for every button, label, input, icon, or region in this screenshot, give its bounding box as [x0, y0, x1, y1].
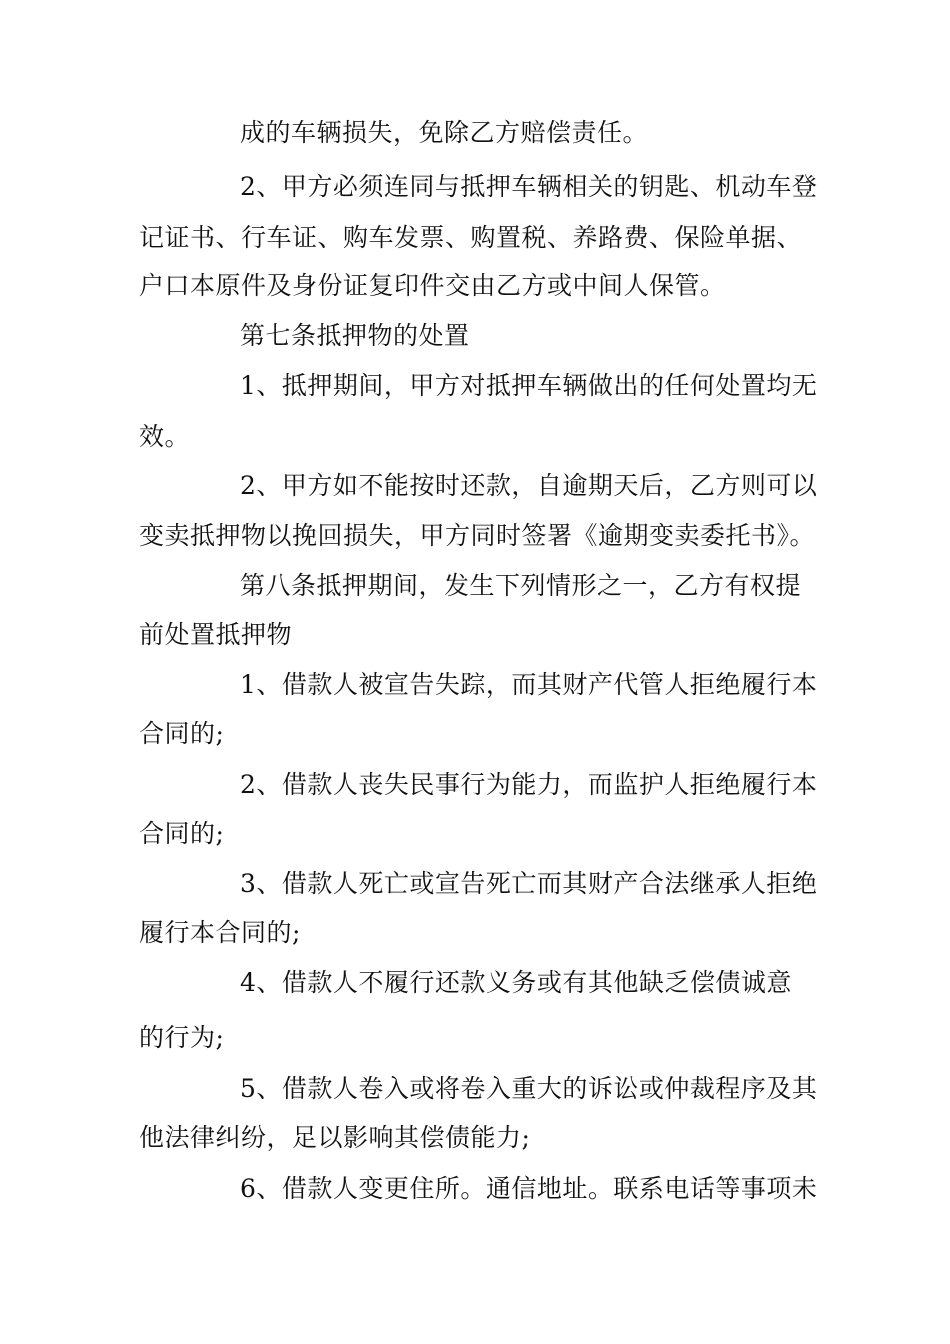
- text-line: 6、借款人变更住所。通信地址。联系电话等事项未: [240, 1174, 818, 1203]
- section-heading: 第八条抵押期间，发生下列情形之一，乙方有权提: [240, 571, 802, 600]
- text-line: 成的车辆损失，免除乙方赔偿责任。: [240, 118, 649, 147]
- text-line: 3、借款人死亡或宣告死亡而其财产合法继承人拒绝: [240, 869, 818, 898]
- text-line: 2、甲方如不能按时还款，自逾期天后，乙方则可以: [240, 471, 818, 500]
- text-line: 5、借款人卷入或将卷入重大的诉讼或仲裁程序及其: [240, 1074, 818, 1103]
- text-line: 2、甲方必须连同与抵押车辆相关的钥匙、机动车登: [240, 172, 818, 201]
- text-line: 记证书、行车证、购车发票、购置税、养路费、保险单据、: [139, 223, 803, 252]
- text-line: 的行为;: [139, 1023, 225, 1052]
- text-line: 合同的;: [139, 819, 225, 848]
- text-line: 户口本原件及身份证复印件交由乙方或中间人保管。: [139, 271, 726, 300]
- text-line: 2、借款人丧失民事行为能力，而监护人拒绝履行本: [240, 770, 818, 799]
- section-heading: 第七条抵押物的处置: [240, 321, 470, 350]
- text-line: 1、借款人被宣告失踪，而其财产代管人拒绝履行本: [240, 670, 818, 699]
- section-heading: 前处置抵押物: [139, 620, 293, 649]
- text-line: 履行本合同的;: [139, 918, 301, 947]
- text-line: 1、抵押期间，甲方对抵押车辆做出的任何处置均无: [240, 371, 818, 400]
- text-line: 变卖抵押物以挽回损失，甲方同时签署《逾期变卖委托书》。: [139, 521, 816, 550]
- text-line: 效。: [139, 422, 191, 451]
- text-line: 合同的;: [139, 719, 225, 748]
- text-line: 他法律纠纷，足以影响其偿债能力;: [139, 1123, 531, 1152]
- text-line: 4、借款人不履行还款义务或有其他缺乏偿债诚意: [240, 968, 792, 997]
